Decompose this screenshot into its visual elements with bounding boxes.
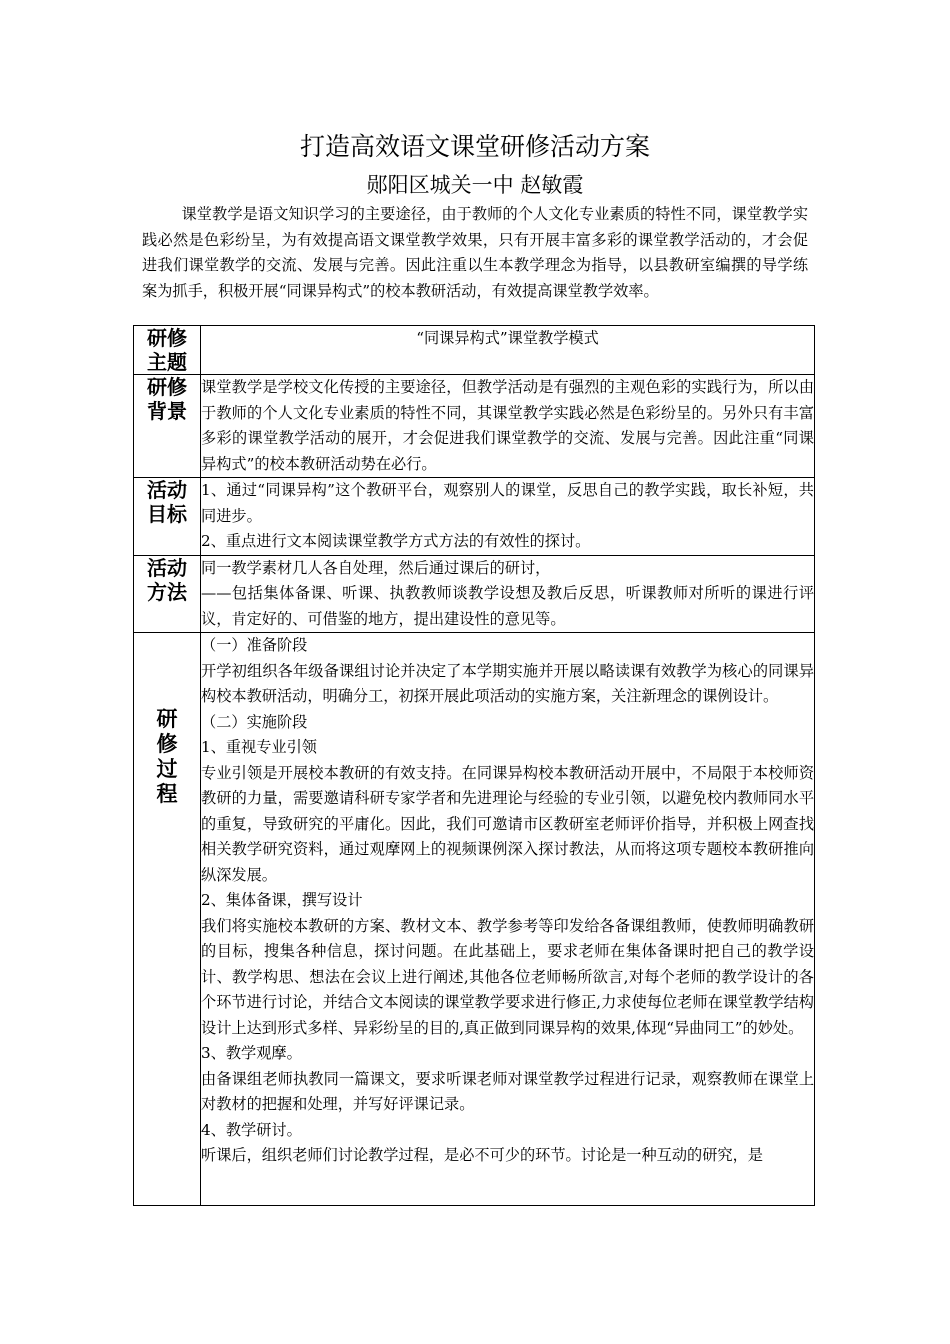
document-title: 打造高效语文课堂研修活动方案 — [299, 132, 650, 161]
process-paragraph: 由备课组老师执教同一篇课文，要求听课老师对课堂教学过程进行记录，观察教师在课堂上对教材的把握和处理，并写好评课记录。 — [201, 1069, 814, 1113]
goal-item: 2、重点进行文本阅读课堂教学方式方法的有效性的探讨。 — [201, 532, 591, 550]
process-paragraph: 我们将实施校本教研的方案、教材文本、教学参考等印发给各备课组教师，使教师明确教研的目标，搜集各种信息，探讨问题。在此基础上，要求老师在集体备课时把自己的教学设计、教学构思、想法在会议上进行阐述,其他各位老师畅所欲言,对每个老师的教学设计的各个环节进行讨论，并结合文本阅读的课堂教学要求进行修正,力求使每位老师在课堂教学结构设计上达到形式多样、异彩纷呈的目的,真正做到同课异构的效果,体现“异曲同工”的妙处。 — [201, 916, 814, 1037]
method-line: ——包括集体备课、听课、执教教师谈教学设想及教后反思，听课教师对所听的课进行评议，肯定好的、可借鉴的地方，提出建设性的意见等。 — [201, 584, 814, 628]
method-line: 同一教学素材几人各自处理，然后通过课后的研讨， — [201, 558, 551, 577]
row-label-background: 研修 背景 — [134, 375, 201, 478]
row-label-theme: 研修 主题 — [134, 326, 201, 375]
table-row-goals — [134, 478, 815, 556]
process-paragraph: 开学初组织各年级备课组讨论并决定了本学期实施并开展以略读课有效教学为核心的同课异构校本教研活动，明确分工，初探开展此项活动的实施方案，关注新理念的课例设计。 — [201, 661, 814, 705]
process-subheading: 2、集体备课，撰写设计 — [201, 891, 363, 909]
process-content — [201, 633, 815, 1206]
goal-item: 1、通过“同课异构”这个教研平台，观察别人的课堂，反思自己的教学实践，取长补短，共同进步。 — [201, 481, 814, 525]
theme-content: “同课异构式”课堂教学模式 — [201, 326, 815, 375]
document-author: 郧阳区城关一中 赵敏霞 — [366, 173, 584, 197]
table-row-background — [134, 375, 815, 478]
background-content: 课堂教学是学校文化传授的主要途径，但教学活动是有强烈的主观色彩的实践行为，所以由于教师的个人文化专业素质的特性不同，其课堂教学实践必然是色彩纷呈的。另外只有丰富多彩的课堂教学活动的展开，才会促进我们课堂教学的交流、发展与完善。因此注重“同课异构式”的校本教研活动势在必行。 — [201, 375, 815, 478]
table-row-process — [134, 633, 815, 1206]
row-label-process: 研 修 过 程 — [134, 633, 201, 1206]
process-paragraph: 听课后，组织老师们讨论教学过程，是必不可少的环节。讨论是一种互动的研究，是 — [201, 1146, 763, 1164]
plan-table — [133, 325, 815, 1206]
process-paragraph: 专业引领是开展校本教研的有效支持。在同课异构校本教研活动开展中，不局限于本校师资教研的力量，需要邀请科研专家学者和先进理论与经验的专业引领，以避免校内教师同水平的重复，导致研究的平庸化。因此，我们可邀请市区教研室老师评价指导，并积极上网查找相关教学研究资料，通过观摩网上的视频课例深入探讨教法，从而将这项专题校本教研推向纵深发展。 — [201, 763, 814, 884]
process-subheading: 1、重视专业引领 — [201, 738, 317, 756]
row-label-methods: 活动 方法 — [134, 555, 201, 633]
process-subheading: 4、教学研讨。 — [201, 1120, 302, 1139]
intro-paragraph: 课堂教学是语文知识学习的主要途径，由于教师的个人文化专业素质的特性不同，课堂教学实践必然是色彩纷呈，为有效提高语文课堂教学效果，只有开展丰富多彩的课堂教学活动的，才会促进我们课堂教学的交流、发展与完善。因此注重以生本教学理念为指导，以县教研室编撰的导学练案为抓手，积极开展“同课异构式”的校本教研活动，有效提高课堂教学效率。 — [142, 205, 808, 300]
process-heading: （二）实施阶段 — [201, 712, 308, 731]
process-subheading: 3、教学观摩。 — [201, 1044, 302, 1062]
goals-content — [201, 478, 815, 556]
table-row-methods — [134, 555, 815, 633]
row-label-goals: 活动 目标 — [134, 478, 201, 556]
table-row-theme — [134, 326, 815, 375]
methods-content — [201, 555, 815, 633]
process-heading: （一）准备阶段 — [201, 636, 308, 654]
